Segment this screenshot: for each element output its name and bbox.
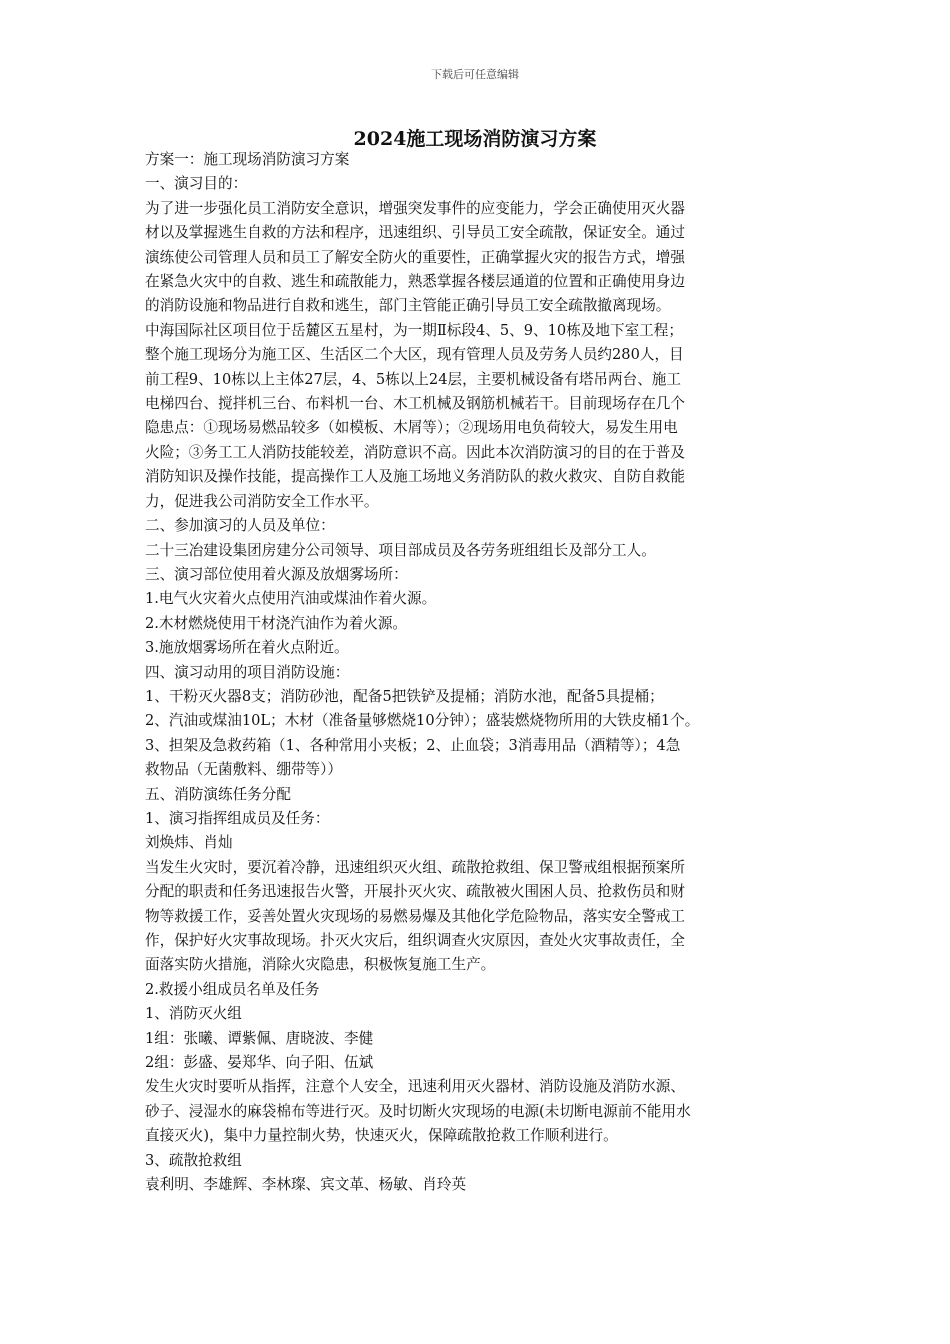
text-line: 材以及掌握逃生自救的方法和程序，迅速组织、引导员工安全疏散，保证安全。通过 (145, 224, 685, 242)
text-line: 消防知识及操作技能，提高操作工人及施工场地义务消防队的救火救灾、自防自救能 (145, 468, 685, 486)
text-line: 当发生火灾时，要沉着冷静，迅速组织灭火组、疏散抢救组、保卫警戒组根据预案所 (145, 858, 685, 876)
text-line: 直接灭火)，集中力量控制火势，快速灭火，保障疏散抢救工作顺利进行。 (145, 1127, 618, 1145)
text-line: 作，保护好火灾事故现场。扑灭火灾后，组织调查火灾原因，查处火灾事故责任，全 (145, 932, 685, 949)
text-line: 2、汽油或煤油10L；木材（准备量够燃烧10分钟）；盛装燃烧物所用的大铁皮桶1个。 (145, 712, 700, 730)
text-line: 隐患点：①现场易燃品较多（如模板、木屑等）；②现场用电负荷较大，易发生用电 (145, 419, 678, 437)
text-line: 三、演习部位使用着火源及放烟雾场所： (145, 565, 408, 583)
text-line: 1、干粉灭火器8支；消防砂池，配备5把铁铲及提桶；消防水池，配备5具提桶； (145, 687, 664, 705)
text-line: 电梯四台、搅拌机三台、布料机一台、木工机械及钢筋机械若干。目前现场存在几个 (145, 395, 685, 413)
text-line: 发生火灾时要听从指挥，注意个人安全，迅速利用灭火器材、消防设施及消防水源、 (145, 1078, 685, 1096)
text-line: 在紧急火灾中的自救、逃生和疏散能力，熟悉掌握各楼层通道的位置和正确使用身边 (145, 273, 685, 291)
text-line: 一、演习目的： (145, 175, 248, 193)
text-line: 中海国际社区项目位于岳麓区五星村，为一期Ⅱ标段4、5、9、10栋及地下室工程； (145, 321, 683, 339)
text-line: 力，促进我公司消防安全工作水平。 (145, 492, 379, 510)
text-line: 火险；③务工工人消防技能较差，消防意识不高。因此本次消防演习的目的在于普及 (145, 443, 685, 461)
text-line: 2.救援小组成员名单及任务 (145, 980, 320, 998)
text-line: 方案一：施工现场消防演习方案 (145, 151, 350, 168)
document-title: 2024施工现场消防演习方案 (353, 128, 597, 150)
text-line: 2组：彭盛、晏郑华、向子阳、伍斌 (145, 1054, 374, 1072)
text-line: 3、担架及急救药箱（1、各种常用小夹板；2、止血袋；3消毒用品（酒精等）；4急 (145, 736, 681, 754)
text-line: 演练使公司管理人员和员工了解安全防火的重要性，正确掌握火灾的报告方式，增强 (145, 248, 685, 266)
text-line: 分配的职责和任务迅速报告火警，开展扑灭火灾、疏散被火围困人员、抢救伤员和财 (145, 883, 685, 901)
text-line: 1、消防灭火组 (145, 1005, 242, 1023)
text-line: 二、参加演习的人员及单位： (145, 517, 335, 535)
download-note: 下载后可任意编辑 (431, 68, 519, 81)
text-line: 四、演习动用的项目消防设施： (145, 663, 350, 681)
text-line: 3、疏散抢救组 (145, 1151, 242, 1169)
text-line: 袁利明、李雄辉、李林璨、宾文革、杨敏、肖玲英 (145, 1176, 467, 1194)
text-line: 刘焕炜、肖灿 (145, 834, 233, 852)
text-line: 1、演习指挥组成员及任务： (145, 809, 330, 827)
text-line: 救物品（无菌敷料、绷带等）） (145, 761, 343, 779)
text-line: 物等救援工作，妥善处置火灾现场的易燃易爆及其他化学危险物品，落实安全警戒工 (145, 907, 685, 925)
text-line: 为了进一步强化员工消防安全意识，增强突发事件的应变能力，学会正确使用灭火器 (145, 199, 685, 217)
text-line: 2.木材燃烧使用干材浇汽油作为着火源。 (145, 614, 408, 632)
text-line: 的消防设施和物品进行自救和逃生，部门主管能正确引导员工安全疏散撤离现场。 (145, 297, 671, 315)
text-line: 1.电气火灾着火点使用汽油或煤油作着火源。 (145, 590, 437, 608)
text-line: 五、消防演练任务分配 (145, 785, 291, 803)
text-line: 整个施工现场分为施工区、生活区二个大区，现有管理人员及劳务人员约280人，目 (145, 346, 684, 364)
text-line: 3.施放烟雾场所在着火点附近。 (145, 639, 349, 657)
text-line: 1组：张曦、谭紫佩、唐晓波、李健 (145, 1029, 374, 1047)
text-line: 面落实防火措施，消除火灾隐患，积极恢复施工生产。 (145, 956, 496, 974)
text-line: 砂子、浸湿水的麻袋棉布等进行灭。及时切断火灾现场的电源(未切断电源前不能用水 (145, 1102, 691, 1120)
text-line: 二十三冶建设集团房建分公司领导、项目部成员及各劳务班组组长及部分工人。 (145, 541, 656, 559)
document-body (145, 148, 815, 1197)
text-line: 前工程9、10栋以上主体27层，4、5栋以上24层，主要机械设备有塔吊两台、施工 (145, 370, 681, 388)
